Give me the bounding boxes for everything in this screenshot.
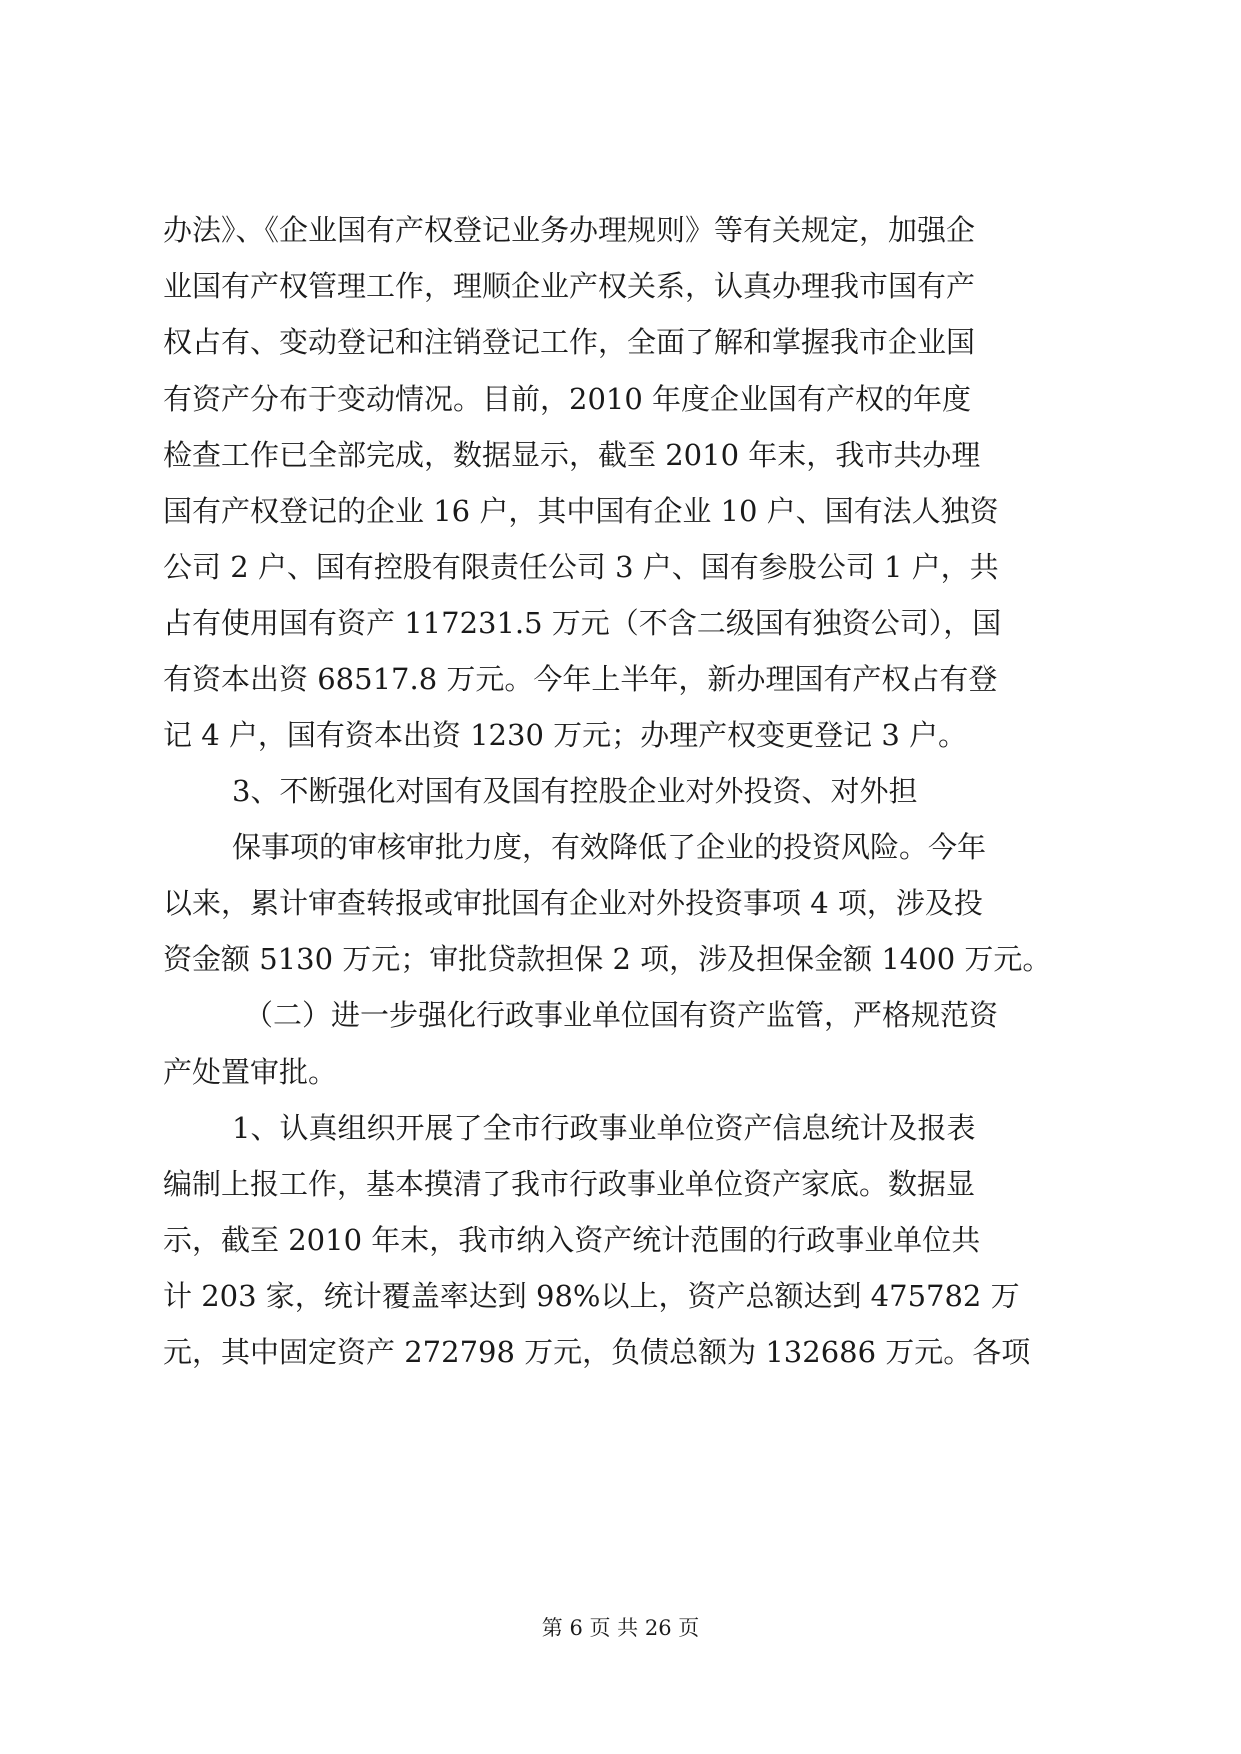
text-line-20: 计 203 家，统计覆盖率达到 98%以上，资产总额达到 475782 万 xyxy=(163,1279,1020,1313)
text-line-4: 有资产分布于变动情况。目前，2010 年度企业国有产权的年度 xyxy=(163,382,972,416)
text-line-7: 公司 2 户、国有控股有限责任公司 3 户、国有参股公司 1 户，共 xyxy=(163,550,999,584)
text-line-10: 记 4 户，国有资本出资 1230 万元；办理产权变更登记 3 户。 xyxy=(163,718,968,752)
page-number-footer: 第 6 页 共 26 页 xyxy=(541,1616,700,1640)
text-line-16: 产处置审批。 xyxy=(163,1055,338,1089)
text-line-5: 检查工作已全部完成，数据显示，截至 2010 年末，我市共办理 xyxy=(163,438,981,472)
section-heading-2: （二）进一步强化行政事业单位国有资产监管，严格规范资 xyxy=(244,998,999,1032)
text-line-3: 权占有、变动登记和注销登记工作，全面了解和掌握我市企业国 xyxy=(163,325,976,359)
text-line-13: 以来，累计审查转报或审批国有企业对外投资事项 4 项，涉及投 xyxy=(163,886,983,920)
text-line-14: 资金额 5130 万元；审批贷款担保 2 项，涉及担保金额 1400 万元。 xyxy=(163,942,1052,976)
text-line-1: 办法》、《企业国有产权登记业务办理规则》等有关规定，加强企 xyxy=(163,213,976,247)
text-line-18: 编制上报工作，基本摸清了我市行政事业单位资产家底。数据显 xyxy=(163,1167,976,1201)
section-heading-3: 3、不断强化对国有及国有控股企业对外投资、对外担 xyxy=(232,774,918,808)
text-line-6: 国有产权登记的企业 16 户，其中国有企业 10 户、国有法人独资 xyxy=(163,494,999,528)
section-heading-1: 1、认真组织开展了全市行政事业单位资产信息统计及报表 xyxy=(232,1111,976,1145)
text-line-19: 示，截至 2010 年末，我市纳入资产统计范围的行政事业单位共 xyxy=(163,1223,981,1257)
text-line-2: 业国有产权管理工作，理顺企业产权关系，认真办理我市国有产 xyxy=(163,269,976,303)
text-line-21: 元，其中固定资产 272798 万元，负债总额为 132686 万元。各项 xyxy=(163,1335,1031,1369)
text-line-12: 保事项的审核审批力度，有效降低了企业的投资风险。今年 xyxy=(232,830,987,864)
text-line-8: 占有使用国有资产 117231.5 万元（不含二级国有独资公司），国 xyxy=(163,606,1002,640)
text-line-9: 有资本出资 68517.8 万元。今年上半年，新办理国有产权占有登 xyxy=(163,662,998,696)
